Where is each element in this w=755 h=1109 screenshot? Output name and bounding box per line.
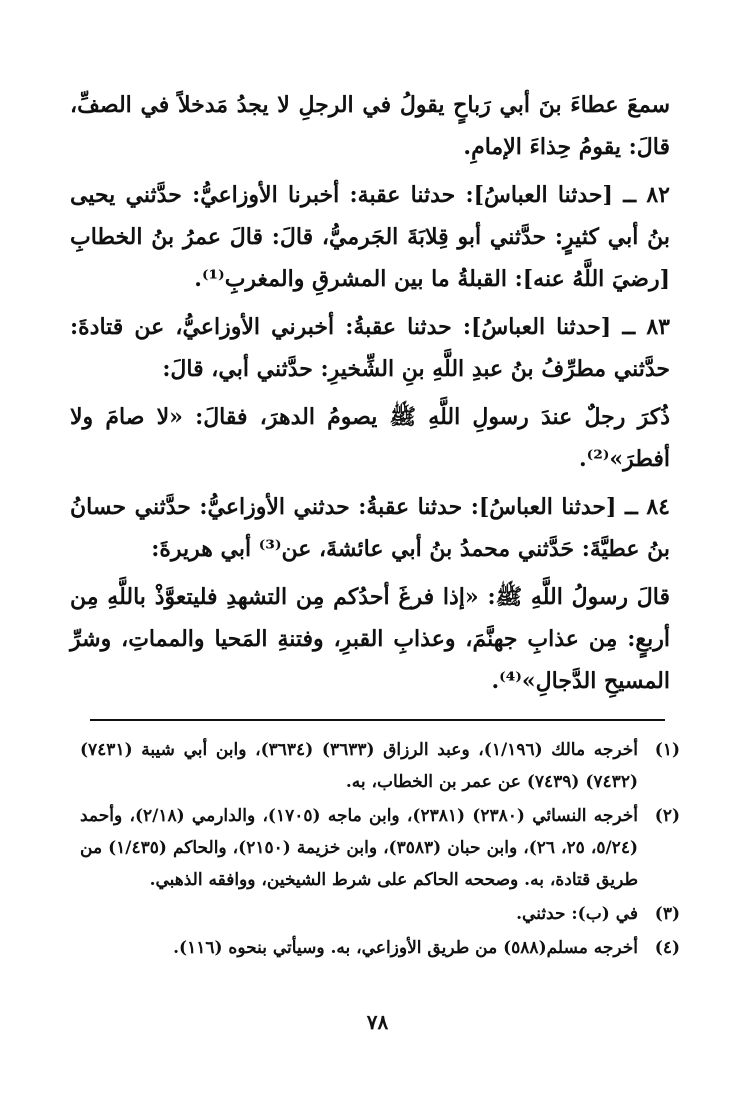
main-text	[70, 84, 670, 708]
page-number: ٧٨	[366, 1010, 389, 1034]
footnote-4	[80, 932, 680, 964]
hadith-82: ٨٢ ــ [حدثنا العباسُ]: حدثنا عقبة: أخبرنا الأوزاعيُّ: حدَّثني يحيى بنُ أبي كثيرٍ: حدَّثني أبو قِلابَةَ الجَرميُّ، قالَ: قالَ عمرُ بنُ الخطابِ [رضيَ اللَّهُ عنه]: القبلةُ ما بين المشرقِ والمغربِ⁽¹⁾.	[70, 182, 670, 292]
footnote-1	[80, 734, 680, 798]
footnote-text: في (ب): حدثني.	[516, 904, 638, 924]
hadith-83-matn: ذُكرَ رجلٌ عندَ رسولِ اللَّهِ ﷺ يصومُ الدهرَ، فقالَ: «لا صامَ ولا أفطرَ»⁽²⁾.	[70, 404, 670, 472]
hadith-84-matn: قالَ رسولُ اللَّهِ ﷺ: «إذا فرغَ أحدُكم مِن التشهدِ فليتعوَّذْ باللَّهِ مِن أربعٍ: مِن عذابِ جهنَّمَ، وعذابِ القبرِ، وفتنةِ المَحيا والمماتِ، وشرِّ المسيحِ الدَّجالِ»⁽⁴⁾.	[70, 584, 670, 694]
paragraph-intro: سمعَ عطاءَ بنَ أبي رَباحٍ يقولُ في الرجلِ لا يجدُ مَدخلاً في الصفِّ، قالَ: يقومُ حِذاءَ الإمامِ.	[70, 92, 670, 160]
hadith-84-isnad: ٨٤ ــ [حدثنا العباسُ]: حدثنا عقبةُ: حدثني الأوزاعيُّ: حدَّثني حسانُ بنُ عطيَّةَ: حَدَّثني محمدُ بنُ أبي عائشةَ، عن⁽³⁾ أبي هريرةَ:	[70, 494, 670, 562]
footnote-number: (٣)	[654, 904, 680, 924]
footnote-text: أخرجه مسلم(٥٨٨) من طريق الأوزاعي، به. وسيأتي بنحوه (١١٦).	[173, 938, 638, 958]
footnote-2	[80, 800, 680, 896]
footnote-separator	[90, 719, 665, 721]
footnote-number: (٤)	[654, 938, 680, 958]
footnote-number: (١)	[654, 740, 680, 760]
footnotes	[80, 734, 680, 966]
hadith-83-isnad: ٨٣ ــ [حدثنا العباسُ]: حدثنا عقبةُ: أخبرني الأوزاعيُّ، عن قتادةَ: حدَّثني مطرِّفُ بنُ عبدِ اللَّهِ بنِ الشِّخيرِ: حدَّثني أبي، قالَ:	[70, 314, 670, 382]
footnote-number: (٢)	[654, 806, 680, 826]
footnote-3	[80, 898, 680, 930]
footnote-text: أخرجه النسائي (٢٣٨٠) (٢٣٨١)، وابن ماجه (١٧٠٥)، والدارمي (٢/١٨)، وأحمد (٥/٢٤، ٢٥، ٢٦)، وابن حبان (٣٥٨٣)، وابن خزيمة (٢١٥٠)، والحاكم (١/٤٣٥) من طريق قتادة، به. وصححه الحاكم على شرط الشيخين، ووافقه الذهبي.	[80, 806, 638, 890]
footnote-text: أخرجه مالك (١/١٩٦)، وعبد الرزاق (٣٦٣٣) (٣٦٣٤)، وابن أبي شيبة (٧٤٣١) (٧٤٣٢) (٧٤٣٩) عن عمر بن الخطاب، به.	[80, 740, 638, 792]
